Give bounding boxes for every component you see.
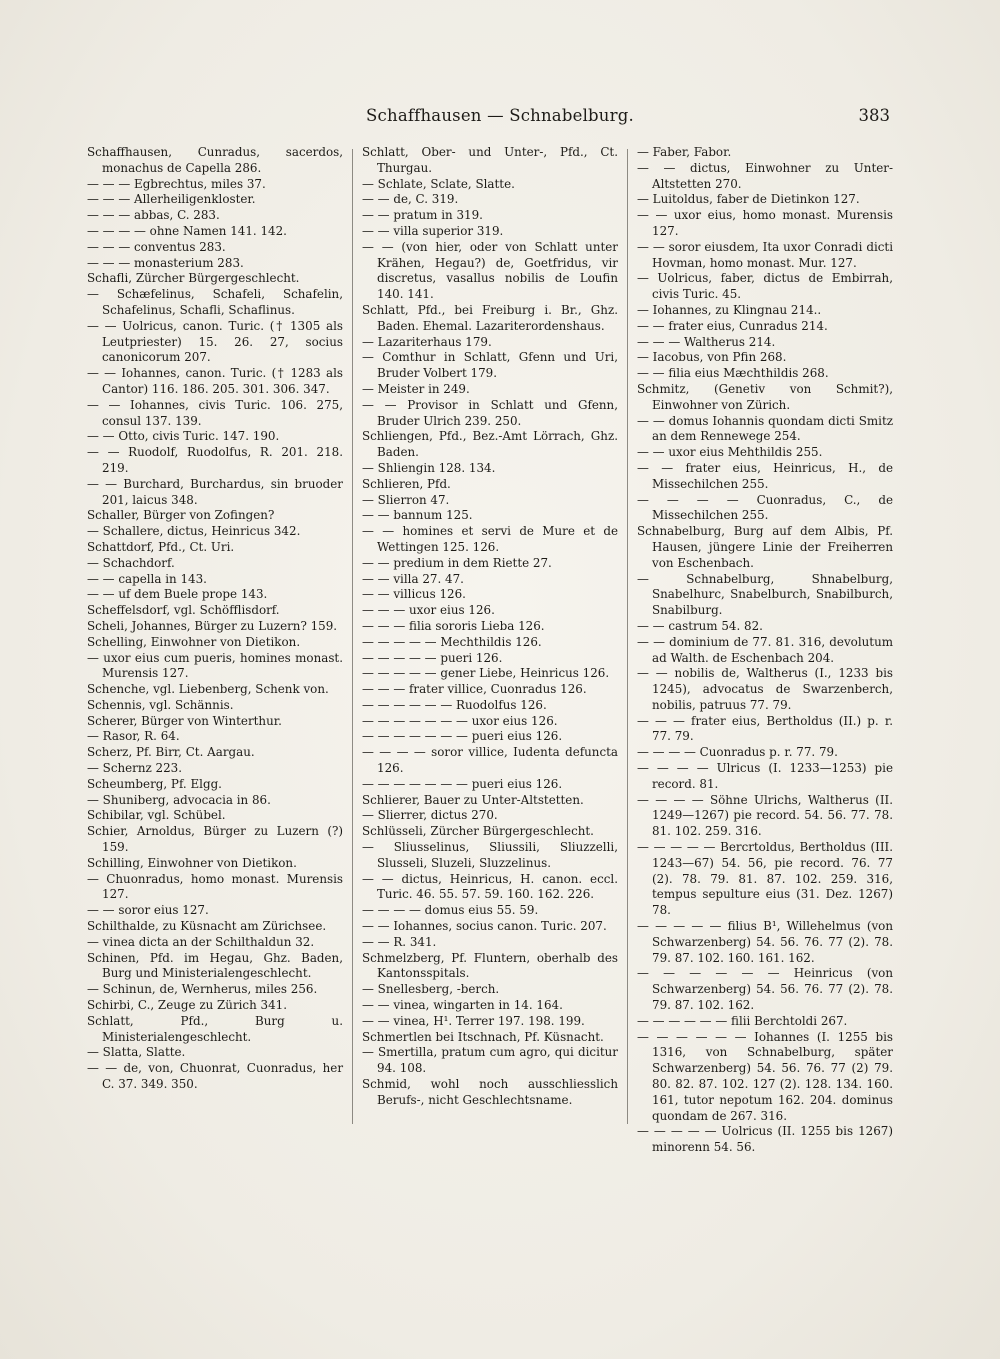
index-entry-text: — Iacobus, von Pfin 268. xyxy=(637,350,787,365)
index-entry-text: — — Otto, civis Turic. 147. 190. xyxy=(87,429,280,444)
index-entry xyxy=(87,271,343,287)
index-entry-text: — — — — Ulricus (I. 1233—1253) pie record. 81. xyxy=(637,761,893,791)
index-entry-text: Schennis, vgl. Schännis. xyxy=(87,697,234,712)
index-entry-text: — Lazariterhaus 179. xyxy=(362,334,492,349)
index-entry-text: — Comthur in Schlatt, Gfenn und Uri, Bruder Volbert 179. xyxy=(362,350,618,381)
index-entry xyxy=(87,603,343,619)
index-entry xyxy=(87,682,343,698)
index-entry-text: — — — — — Bercrtoldus, Bertholdus (III. 1243—67) 54. 56, pie record. 76. 77 (2). 78. 79. 81. 87. 102. 259. 316, tempus sepulture eius (31. Dez. 1267) 78. xyxy=(637,840,893,918)
index-entry xyxy=(87,793,343,809)
index-entry-text: — Luitoldus, faber de Dietinkon 127. xyxy=(637,192,860,207)
index-entry-text: — — Iohannes, canon. Turic. († 1283 als Cantor) 116. 186. 205. 301. 306. 347. xyxy=(87,366,343,396)
index-entry xyxy=(87,635,343,651)
index-entry xyxy=(362,682,618,698)
index-entry xyxy=(87,745,343,761)
index-entry xyxy=(87,808,343,824)
index-entry-text: Schlierer, Bauer zu Unter-Altstetten. xyxy=(362,792,584,807)
index-entry xyxy=(362,903,618,919)
index-entry-text: — uxor eius cum pueris, homines monast. Murensis 127. xyxy=(87,650,343,681)
index-entry xyxy=(362,603,618,619)
index-entry-text: Schmid, wohl noch ausschliesslich Berufs-, nicht Geschlechtsname. xyxy=(362,1077,618,1107)
index-entry-text: — — — — Söhne Ulrichs, Waltherus (II. 1249—1267) pie record. 54. 56. 77. 78. 81. 102. 259. 316. xyxy=(637,792,893,839)
index-entry xyxy=(87,256,343,272)
index-entry-text: — — — conventus 283. xyxy=(87,239,226,254)
index-entry xyxy=(362,335,618,351)
index-entry-text: — Chuonradus, homo monast. Murensis 127. xyxy=(87,871,343,902)
index-entry-text: — Shuniberg, advocacia in 86. xyxy=(87,792,271,807)
index-entry-text: — — domus Iohannis quondam dicti Smitz an dem Rennewege 254. xyxy=(637,413,893,444)
index-entry xyxy=(362,208,618,224)
index-entry xyxy=(362,461,618,477)
index-entry xyxy=(362,224,618,240)
index-entry xyxy=(362,935,618,951)
index-entry xyxy=(362,1030,618,1046)
index-entry xyxy=(87,398,343,430)
index-column-3 xyxy=(637,145,893,1155)
index-entry xyxy=(637,793,893,840)
index-entry-text: — — Uolricus, canon. Turic. († 1305 als Leutpriester) 15. 26. 27, socius canonicorum 207. xyxy=(87,318,343,365)
index-entry xyxy=(362,572,618,588)
index-entry-text: — Slierrer, dictus 270. xyxy=(362,808,498,823)
index-entry xyxy=(362,840,618,872)
index-entry-text: — — — Egbrechtus, miles 37. xyxy=(87,176,266,191)
index-entry-text: — Schachdorf. xyxy=(87,555,175,570)
index-entry-text: Schmelzberg, Pf. Fluntern, oberhalb des Kantonsspitals. xyxy=(362,950,618,981)
index-entry-text: — — dominium de 77. 81. 316, devolutum ad Walth. de Eschenbach 204. xyxy=(637,634,893,665)
index-entry-text: — — — — ohne Namen 141. 142. xyxy=(87,223,287,238)
index-entry xyxy=(87,366,343,398)
index-entry xyxy=(637,572,893,619)
index-entry-text: — — — — — gener Liebe, Heinricus 126. xyxy=(362,666,610,681)
index-entry-text: Schliengen, Pfd., Bez.-Amt Lörrach, Ghz. Baden. xyxy=(362,429,618,460)
index-entry-text: Schlüsseli, Zürcher Bürgergeschlecht. xyxy=(362,824,594,839)
index-entry-text: — — (von hier, oder von Schlatt unter Krähen, Hegau?) de, Goetfridus, vir discretus, vasallus nobilis de Loufin 140. 141. xyxy=(362,239,618,302)
index-entry-text: — — — — Cuonradus p. r. 77. 79. xyxy=(637,745,838,760)
index-entry xyxy=(87,192,343,208)
index-entry xyxy=(87,919,343,935)
index-entry-text: — Smertilla, pratum cum agro, qui dicitur 94. 108. xyxy=(362,1045,618,1076)
index-entry xyxy=(87,224,343,240)
index-entry-text: — Schallere, dictus, Heinricus 342. xyxy=(87,524,301,539)
index-entry-text: — — — — — — Iohannes (I. 1255 bis 1316, von Schnabelburg, später Schwarzenberg) 54. 56. 76. 77 (2) 79. 80. 82. 87. 102. 127 (2). 128. 134. 160. 161, tutor nepotum 162. 204. dominus quondam de 267. 316. xyxy=(637,1029,893,1123)
index-entry xyxy=(362,729,618,745)
index-entry xyxy=(87,540,343,556)
index-entry xyxy=(637,208,893,240)
running-title: Schaffhausen — Schnabelburg. xyxy=(366,106,634,125)
index-entry xyxy=(637,303,893,319)
index-entry xyxy=(362,793,618,809)
index-entry xyxy=(637,966,893,1013)
index-entry xyxy=(362,698,618,714)
index-entry-text: — — de, von, Chuonrat, Cuonradus, her C. 37. 349. 350. xyxy=(87,1061,343,1092)
index-entry xyxy=(637,145,893,161)
running-header xyxy=(0,106,1000,130)
index-entry xyxy=(637,840,893,919)
index-entry xyxy=(362,824,618,840)
index-entry-text: Schnabelburg, Burg auf dem Albis, Pf. Hausen, jüngere Linie der Freiherren von Eschenbach. xyxy=(637,524,893,570)
index-entry xyxy=(637,919,893,966)
index-entry xyxy=(87,208,343,224)
index-entry xyxy=(362,524,618,556)
index-entry xyxy=(362,1045,618,1077)
index-entry xyxy=(362,777,618,793)
index-entry-text: — Schæfelinus, Schafeli, Schafelin, Schafelinus, Schafli, Schaflinus. xyxy=(87,287,343,317)
index-entry-text: — — — — — pueri 126. xyxy=(362,650,503,665)
index-entry-text: — Slatta, Slatte. xyxy=(87,1045,186,1060)
index-entry-text: — — — filia sororis Lieba 126. xyxy=(362,618,545,633)
index-entry xyxy=(637,366,893,382)
index-entry xyxy=(637,745,893,761)
index-entry xyxy=(87,951,343,983)
index-entry-text: — — dictus, Heinricus, H. canon. eccl. Turic. 46. 55. 57. 59. 160. 162. 226. xyxy=(362,871,618,902)
index-entry-text: Scherz, Pf. Birr, Ct. Aargau. xyxy=(87,745,255,760)
index-entry xyxy=(362,240,618,303)
index-entry-text: — — bannum 125. xyxy=(362,508,473,523)
index-entry xyxy=(87,556,343,572)
index-entry xyxy=(87,651,343,683)
index-entry-text: Schaller, Bürger von Zofingen? xyxy=(87,508,275,523)
index-entry xyxy=(637,350,893,366)
index-entry xyxy=(87,714,343,730)
index-entry xyxy=(637,319,893,335)
index-entry-text: — — — — — — — pueri eius 126. xyxy=(362,729,563,744)
index-entry-text: — — — Waltherus 214. xyxy=(637,334,776,349)
index-entry-text: Schmertlen bei Itschnach, Pf. Küsnacht. xyxy=(362,1029,604,1044)
index-entry xyxy=(362,508,618,524)
index-entry xyxy=(87,1061,343,1093)
index-entry xyxy=(362,587,618,603)
index-entry-text: Schattdorf, Pfd., Ct. Uri. xyxy=(87,539,235,554)
index-entry xyxy=(87,177,343,193)
index-entry xyxy=(362,382,618,398)
index-column-1 xyxy=(87,145,343,1135)
index-entry-text: — — — — Cuonradus, C., de Missechilchen 255. xyxy=(637,492,893,523)
index-entry-text: — — — frater eius, Bertholdus (II.) p. r. 77. 79. xyxy=(637,713,893,744)
index-entry xyxy=(362,556,618,572)
index-entry-text: — — Iohannes, socius canon. Turic. 207. xyxy=(362,919,607,934)
index-entry xyxy=(87,508,343,524)
index-entry-text: Schinen, Pfd. im Hegau, Ghz. Baden, Burg und Ministerialengeschlecht. xyxy=(87,950,343,981)
index-entry-text: — Schinun, de, Wernherus, miles 256. xyxy=(87,982,318,997)
index-entry xyxy=(637,271,893,303)
index-entry-text: — — Burchard, Burchardus, sin bruoder 201, laicus 348. xyxy=(87,476,343,507)
index-entry-text: Schelling, Einwohner von Dietikon. xyxy=(87,634,301,649)
index-entry-text: Schilthalde, zu Küsnacht am Zürichsee. xyxy=(87,919,327,934)
index-entry-text: — — uxor eius Mehthildis 255. xyxy=(637,445,823,460)
index-entry-text: — — dictus, Einwohner zu Unter-Altstetten 270. xyxy=(637,160,893,191)
index-entry xyxy=(362,872,618,904)
index-entry xyxy=(87,145,343,177)
index-entry-text: — Schlate, Sclate, Slatte. xyxy=(362,176,515,191)
index-entry xyxy=(362,808,618,824)
index-entry xyxy=(87,982,343,998)
index-entry xyxy=(362,145,618,177)
index-entry xyxy=(362,1077,618,1109)
index-entry-text: — Sliusselinus, Sliussili, Sliuzzelli, Slusseli, Sluzeli, Sluzzelinus. xyxy=(362,840,618,870)
index-entry xyxy=(362,951,618,983)
index-entry-text: — Uolricus, faber, dictus de Embirrah, civis Turic. 45. xyxy=(637,271,893,302)
index-entry xyxy=(637,619,893,635)
index-entry-text: — — — — — — filii Berchtoldi 267. xyxy=(637,1013,848,1028)
index-entry-text: — — Iohannes, civis Turic. 106. 275, consul 137. 139. xyxy=(87,397,343,428)
index-entry xyxy=(87,587,343,603)
index-entry xyxy=(637,445,893,461)
index-entry-text: Schlatt, Pfd., Burg u. Ministerialengeschlecht. xyxy=(87,1013,343,1044)
index-entry xyxy=(87,572,343,588)
index-entry xyxy=(87,445,343,477)
index-entry xyxy=(87,698,343,714)
index-entry xyxy=(87,619,343,635)
index-entry xyxy=(362,429,618,461)
page-number: 383 xyxy=(858,106,890,125)
index-entry-text: — — soror eius 127. xyxy=(87,903,209,918)
index-entry xyxy=(87,240,343,256)
index-columns xyxy=(87,145,893,1155)
index-entry xyxy=(87,1045,343,1061)
index-entry xyxy=(362,192,618,208)
index-entry-text: — — — — — — — uxor eius 126. xyxy=(362,713,558,728)
index-entry-text: Scheumberg, Pf. Elgg. xyxy=(87,776,222,791)
index-entry-text: Schirbi, C., Zeuge zu Zürich 341. xyxy=(87,998,288,1013)
index-entry-text: — Faber, Fabor. xyxy=(637,145,732,159)
index-entry xyxy=(362,919,618,935)
index-entry-text: Schlatt, Pfd., bei Freiburg i. Br., Ghz. Baden. Ehemal. Lazariterordenshaus. xyxy=(362,302,618,333)
index-entry-text: — — nobilis de, Waltherus (I., 1233 bis 1245), advocatus de Swarzenberch, nobilis, patruus 77. 79. xyxy=(637,666,893,712)
index-entry-text: — — — — — Mechthildis 126. xyxy=(362,634,542,649)
index-entry xyxy=(362,714,618,730)
index-entry-text: Scheffelsdorf, vgl. Schöfflisdorf. xyxy=(87,603,280,618)
index-entry xyxy=(362,745,618,777)
index-entry xyxy=(637,240,893,272)
index-entry-text: — — — abbas, C. 283. xyxy=(87,208,220,223)
index-entry xyxy=(362,998,618,1014)
index-entry-text: — — uxor eius, homo monast. Murensis 127. xyxy=(637,208,893,238)
index-entry xyxy=(87,777,343,793)
index-entry xyxy=(87,1014,343,1046)
column-divider xyxy=(627,149,628,1124)
index-entry-text: — Slierron 47. xyxy=(362,492,450,507)
index-entry-text: Schlieren, Pfd. xyxy=(362,476,451,491)
index-entry-text: Schmitz, (Genetiv von Schmit?), Einwohner von Zürich. xyxy=(637,381,893,412)
index-entry xyxy=(87,761,343,777)
index-entry xyxy=(637,666,893,713)
index-entry-text: — — — — soror villice, Iudenta defuncta 126. xyxy=(362,745,618,776)
index-entry-text: — — villicus 126. xyxy=(362,587,466,602)
index-entry-text: — Rasor, R. 64. xyxy=(87,729,180,744)
index-entry-text: — — uf dem Buele prope 143. xyxy=(87,587,268,602)
index-entry-text: — — — — — — Ruodolfus 126. xyxy=(362,697,547,712)
index-entry-text: — — capella in 143. xyxy=(87,571,207,586)
index-entry xyxy=(637,161,893,193)
index-entry xyxy=(637,493,893,525)
index-entry-text: — — — — — — Heinricus (von Schwarzenberg) 54. 56. 76. 77 (2). 78. 79. 87. 102. 162. xyxy=(637,966,893,1013)
index-entry xyxy=(87,856,343,872)
index-entry xyxy=(87,429,343,445)
index-column-2 xyxy=(362,145,618,1135)
index-entry-text: — — — — domus eius 55. 59. xyxy=(362,903,539,918)
index-entry-text: — — villa superior 319. xyxy=(362,223,504,238)
index-entry xyxy=(87,287,343,319)
index-entry xyxy=(637,414,893,446)
index-entry-text: — — — uxor eius 126. xyxy=(362,603,495,618)
index-entry xyxy=(362,651,618,667)
index-entry xyxy=(87,319,343,366)
index-entry-text: — — predium in dem Riette 27. xyxy=(362,555,552,570)
index-entry-text: — vinea dicta an der Schilthaldun 32. xyxy=(87,934,315,949)
index-entry xyxy=(362,177,618,193)
index-entry-text: — — R. 341. xyxy=(362,934,437,949)
index-entry xyxy=(362,1014,618,1030)
index-entry-text: — — Provisor in Schlatt und Gfenn, Bruder Ulrich 239. 250. xyxy=(362,397,618,428)
index-entry xyxy=(637,635,893,667)
index-entry-text: — — vinea, H¹. Terrer 197. 198. 199. xyxy=(362,1013,585,1028)
index-entry-text: Schibilar, vgl. Schübel. xyxy=(87,808,226,823)
index-entry-text: — — frater eius, Cunradus 214. xyxy=(637,318,828,333)
index-entry xyxy=(87,477,343,509)
index-entry xyxy=(362,303,618,335)
index-entry xyxy=(637,461,893,493)
index-entry-text: — Schnabelburg, Shnabelburg, Snabelhurc, Snabelburch, Snabilburch, Snabilburg. xyxy=(637,571,893,618)
index-entry xyxy=(637,382,893,414)
index-entry xyxy=(637,714,893,746)
index-entry-text: — Snellesberg, -berch. xyxy=(362,982,500,997)
index-entry-text: — — frater eius, Heinricus, H., de Missechilchen 255. xyxy=(637,460,893,491)
index-entry xyxy=(87,524,343,540)
index-entry-text: — Shliengin 128. 134. xyxy=(362,460,496,475)
index-entry xyxy=(87,729,343,745)
index-entry xyxy=(637,1014,893,1030)
index-entry xyxy=(87,998,343,1014)
index-entry xyxy=(362,982,618,998)
index-entry-text: — — — — — filius B¹, Willehelmus (von Schwarzenberg) 54. 56. 76. 77 (2). 78. 79. 87. 102. 160. 161. 162. xyxy=(637,919,893,965)
index-entry xyxy=(87,935,343,951)
index-entry-text: — — — Allerheiligenkloster. xyxy=(87,192,256,207)
index-entry-text: Schenche, vgl. Liebenberg, Schenk von. xyxy=(87,682,329,697)
index-entry xyxy=(87,872,343,904)
index-entry-text: — — de, C. 319. xyxy=(362,192,459,207)
index-entry-text: Scherer, Bürger von Winterthur. xyxy=(87,713,282,728)
index-entry-text: Schlatt, Ober- und Unter-, Pfd., Ct. Thurgau. xyxy=(362,145,618,175)
index-entry xyxy=(637,192,893,208)
index-entry-text: — — — — — — — pueri eius 126. xyxy=(362,776,563,791)
index-entry-text: — — — frater villice, Cuonradus 126. xyxy=(362,682,587,697)
index-entry xyxy=(637,335,893,351)
index-entry xyxy=(362,477,618,493)
index-entry-text: — Schernz 223. xyxy=(87,761,183,776)
index-entry-text: Schier, Arnoldus, Bürger zu Luzern (?) 159. xyxy=(87,824,343,855)
index-entry xyxy=(637,524,893,571)
index-entry xyxy=(87,824,343,856)
index-entry-text: Schilling, Einwohner von Dietikon. xyxy=(87,855,297,870)
index-entry xyxy=(87,903,343,919)
index-entry-text: — — homines et servi de Mure et de Wettingen 125. 126. xyxy=(362,524,618,554)
column-divider xyxy=(352,149,353,1124)
index-entry xyxy=(362,619,618,635)
index-entry-text: — — — monasterium 283. xyxy=(87,255,244,270)
index-entry xyxy=(637,1124,893,1156)
index-entry-text: — Meister in 249. xyxy=(362,381,470,396)
index-entry xyxy=(362,398,618,430)
index-entry xyxy=(637,1030,893,1125)
index-entry xyxy=(362,635,618,651)
index-entry-text: — — vinea, wingarten in 14. 164. xyxy=(362,998,563,1013)
index-entry-text: — — soror eiusdem, Ita uxor Conradi dicti Hovman, homo monast. Mur. 127. xyxy=(637,239,893,270)
index-entry-text: — — villa 27. 47. xyxy=(362,571,464,586)
index-entry xyxy=(362,350,618,382)
index-entry xyxy=(362,493,618,509)
index-entry-text: — — filia eius Mæchthildis 268. xyxy=(637,366,829,381)
index-entry xyxy=(362,666,618,682)
index-entry-text: — — Ruodolf, Ruodolfus, R. 201. 218. 219. xyxy=(87,445,343,475)
index-entry-text: — — castrum 54. 82. xyxy=(637,618,763,633)
index-entry-text: — — — — — Uolricus (II. 1255 bis 1267) minorenn 54. 56. xyxy=(637,1124,893,1155)
index-entry-text: — Iohannes, zu Klingnau 214.. xyxy=(637,302,822,317)
index-entry-text: Scheli, Johannes, Bürger zu Luzern? 159. xyxy=(87,618,338,633)
index-entry-text: Schafli, Zürcher Bürgergeschlecht. xyxy=(87,271,300,286)
index-entry-text: Schaffhausen, Cunradus, sacerdos, monachus de Capella 286. xyxy=(87,145,343,175)
index-entry-text: — — pratum in 319. xyxy=(362,208,483,223)
index-entry xyxy=(637,761,893,793)
